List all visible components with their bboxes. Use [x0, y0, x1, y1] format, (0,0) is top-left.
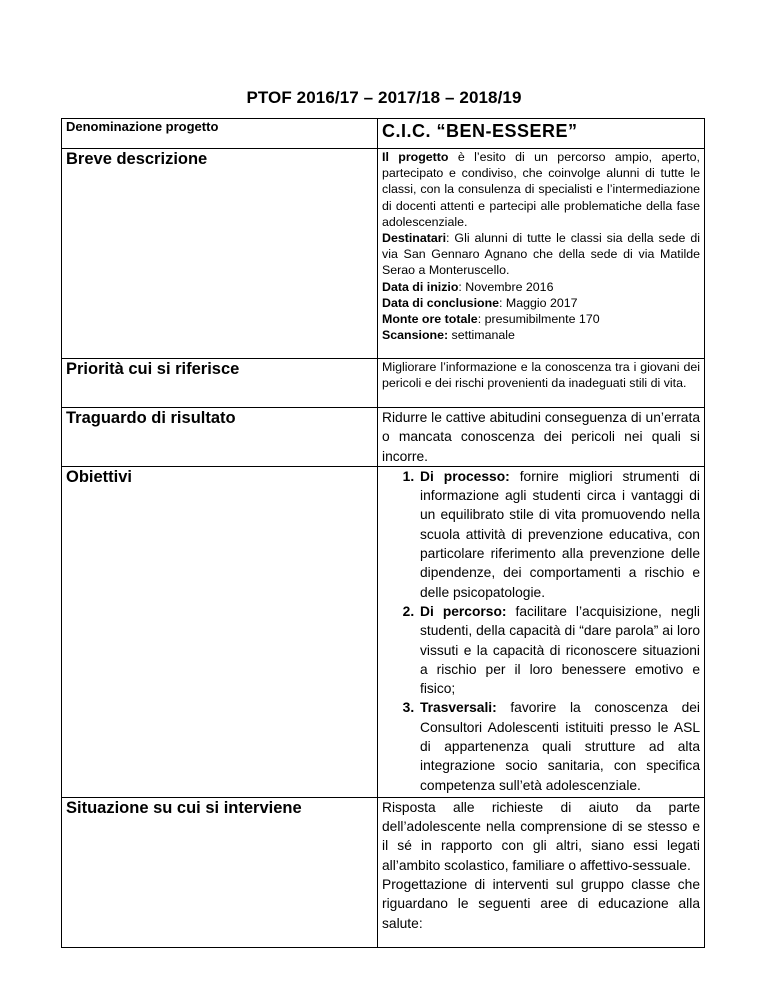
project-name: C.I.C. “BEN-ESSERE”	[378, 119, 705, 149]
destinatari-label: Destinatari	[382, 231, 447, 246]
obiettivi-cell	[378, 466, 705, 797]
row-obiettivi	[62, 466, 705, 797]
row-situazione	[62, 797, 705, 947]
row-descrizione	[62, 149, 705, 359]
descrizione-cell	[378, 149, 705, 359]
obiettivo-text: favorire la conoscenza dei Consultori Adolescenti istituiti presso le ASL di appartenenza quali strutture ad alta integrazione socio sanitaria, con specifica competenza sull’età adolescenziale.	[420, 700, 700, 793]
obiettivo-head: Trasversali:	[420, 700, 497, 716]
scansione	[382, 327, 700, 343]
conclusione-label: Data di conclusione	[382, 295, 500, 310]
situazione-cell	[378, 797, 705, 947]
label-obiettivi: Obiettivi	[62, 466, 378, 797]
scansione-text: settimanale	[448, 328, 515, 343]
row-denominazione	[62, 119, 705, 149]
monte-text: : presumibilmente 170	[477, 312, 600, 327]
label-traguardo: Traguardo di risultato	[62, 408, 378, 467]
monte-label: Monte ore totale	[382, 312, 478, 327]
conclusione-text: : Maggio 2017	[499, 295, 578, 310]
destinatari	[382, 230, 700, 279]
obiettivo-head: Di percorso:	[420, 603, 507, 619]
situazione-p1: Risposta alle richieste di aiuto da parte dell’adolescente nella comprensione di se stesso e il sé in rapporto con gli altri, siano essi legati all’ambito scolastico, familiare o affettivo-sessuale.	[382, 799, 700, 873]
data-inizio	[382, 279, 700, 295]
data-conclusione	[382, 295, 700, 311]
obiettivo-head: Di processo:	[420, 468, 510, 484]
obiettivo-item	[418, 467, 700, 602]
situazione-p2: Progettazione di interventi sul gruppo classe che riguardano le seguenti aree di educazione alla salute:	[382, 877, 700, 931]
priorita-value: Migliorare l’informazione e la conoscenza tra i giovani dei pericoli e dei rischi provenienti da inadeguati stili di vita.	[378, 359, 705, 408]
obiettivo-text: facilitare l’acquisizione, negli studenti, della capacità di “dare parola” ai loro vissuti e la capacità di riconoscere situazioni a rischio per il loro benessere emotivo e fisico;	[420, 603, 700, 697]
row-priorita	[62, 359, 705, 408]
intro-bold: Il progetto	[382, 150, 449, 164]
label-priorita: Priorità cui si riferisce	[62, 359, 378, 408]
obiettivo-item	[418, 698, 700, 794]
inizio-label: Data di inizio	[382, 279, 459, 294]
row-traguardo	[62, 408, 705, 467]
traguardo-value: Ridurre le cattive abitudini conseguenza di un’errata o mancata conoscenza dei pericoli nei quali si incorre.	[378, 408, 705, 467]
destinatari-text: : Gli alunni di tutte le classi sia della sede di via San Gennaro Agnano che della sede di via Matilde Serao a Monteruscello.	[382, 231, 700, 278]
page-title: PTOF 2016/17 – 2017/18 – 2018/19	[246, 88, 522, 107]
project-table	[61, 118, 705, 948]
scansione-label: Scansione:	[382, 328, 449, 343]
obiettivi-list	[382, 467, 700, 795]
label-denominazione: Denominazione progetto	[62, 119, 378, 149]
label-situazione: Situazione su cui si interviene	[62, 797, 378, 947]
obiettivo-text: fornire migliori strumenti di informazione agli studenti circa i vantaggi di un equilibrato stile di vita promuovendo nella scuola attività di prevenzione educativa, con particolare riferimento alla prevenzione delle dipendenze, dei comportamenti a rischio e delle psicopatologie.	[420, 468, 700, 600]
descrizione-intro	[382, 149, 700, 230]
label-descrizione-text: Breve descrizione	[66, 150, 208, 168]
inizio-text: : Novembre 2016	[458, 279, 554, 294]
label-descrizione	[62, 149, 378, 359]
obiettivo-item	[418, 602, 700, 698]
monte-ore	[382, 311, 700, 327]
intro-text: è l’esito di un percorso ampio, aperto, partecipato e condiviso, che coinvolge alunni di tutte le classi, con la consulenza di specialisti e l’intermediazione di docenti attenti e partecipi alle problematiche della fase adolescenziale.	[382, 150, 700, 229]
